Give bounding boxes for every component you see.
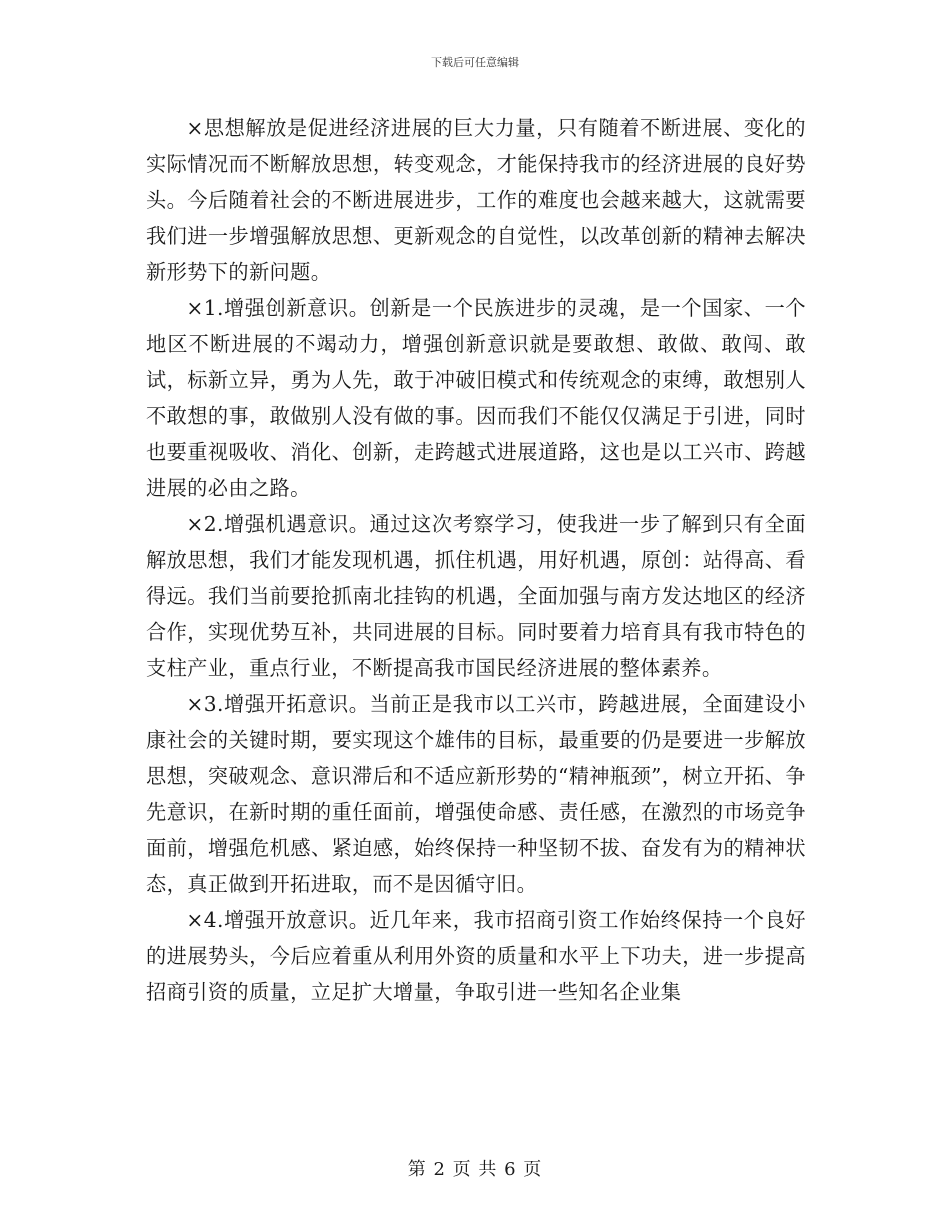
paragraph-intro: ×思想解放是促进经济进展的巨大力量，只有随着不断进展、变化的实际情况而不断解放思想，转变观念，才能保持我市的经济进展的良好势头。今后随着社会的不断进展进步，工作的难度也会越来越大，这就需要我们进一步增强解放思想、更新观念的自觉性，以改革创新的精神去解决新形势下的新问题。 <box>146 116 806 284</box>
paragraph-opportunity: ×2.增强机遇意识。通过这次考察学习，使我进一步了解到只有全面解放思想，我们才能发现机遇，抓住机遇，用好机遇，原创：站得高、看得远。我们当前要抢抓南北挂钩的机遇，全面加强与南方发达地区的经济合作，实现优势互补，共同进展的目标。同时要着力培育具有我市特色的支柱产业，重点行业，不断提高我市国民经济进展的整体素养。 <box>146 512 806 680</box>
paragraph-openness: ×4.增强开放意识。近几年来，我市招商引资工作始终保持一个良好的进展势头，今后应着重从利用外资的质量和水平上下功夫，进一步提高招商引资的质量，立足扩大增量，争取引进一些知名企业集 <box>146 908 806 1004</box>
page-header: 下载后可任意编辑 <box>431 56 519 69</box>
paragraph-pioneering: ×3.增强开拓意识。当前正是我市以工兴市，跨越进展，全面建设小康社会的关键时期，要实现这个雄伟的目标，最重要的仍是要进一步解放思想，突破观念、意识滞后和不适应新形势的“精神瓶颈”，树立开拓、争先意识，在新时期的重任面前，增强使命感、责任感，在激烈的市场竞争面前，增强危机感、紧迫感，始终保持一种坚韧不拔、奋发有为的精神状态，真正做到开拓进取，而不是因循守旧。 <box>146 692 806 896</box>
page-footer: 第 2 页 共 6 页 <box>407 1159 543 1180</box>
document-body <box>146 110 806 1010</box>
paragraph-innovation: ×1.增强创新意识。创新是一个民族进步的灵魂，是一个国家、一个地区不断进展的不竭动力，增强创新意识就是要敢想、敢做、敢闯、敢试，标新立异，勇为人先，敢于冲破旧模式和传统观念的束缚，敢想别人不敢想的事，敢做别人没有做的事。因而我们不能仅仅满足于引进，同时也要重视吸收、消化、创新，走跨越式进展道路，这也是以工兴市、跨越进展的必由之路。 <box>146 296 806 500</box>
